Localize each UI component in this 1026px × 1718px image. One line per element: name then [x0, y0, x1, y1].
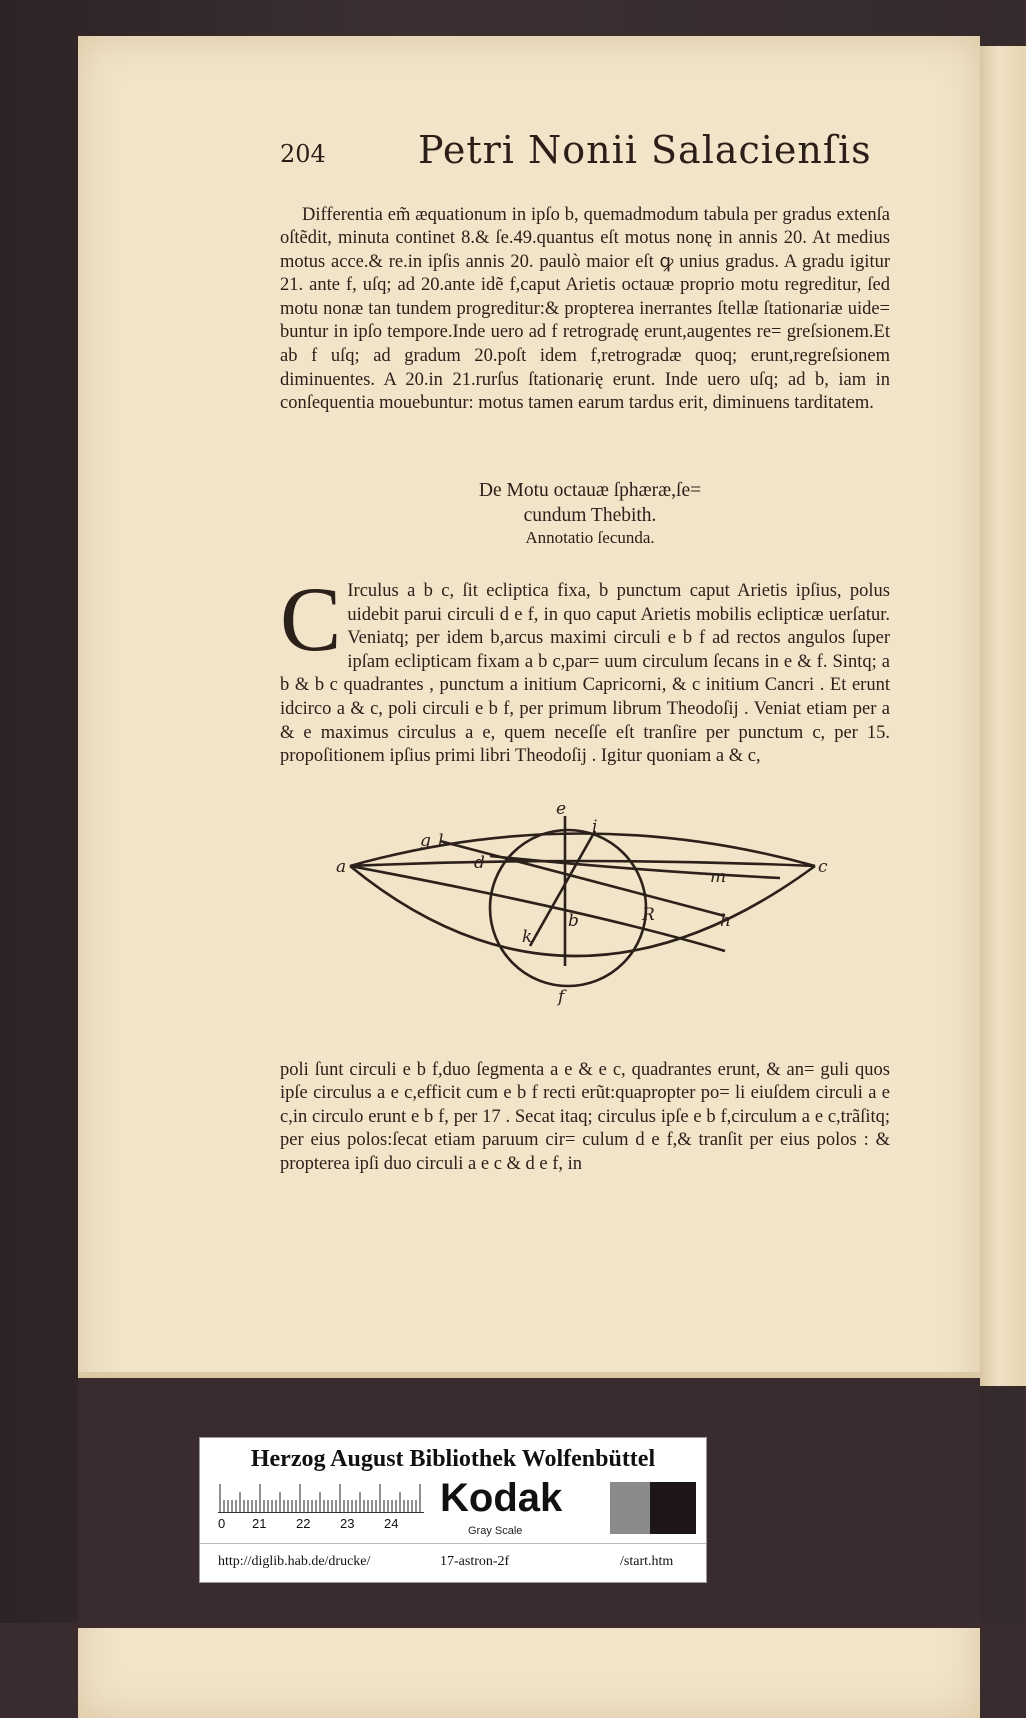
ruler-number: 24 — [384, 1516, 399, 1531]
paragraph-1: Differentia em̃ æquationum in ipſo b, quemadmodum tabula per gradus extenſa oſtẽdit, minuta continet 8.& ſe.49.quantus eſt motus nonę in annis 20. At medius motus acce.& re.in ipſis annis 20. paulò maior eſt ꝙ unius gradus. A gradu igitur 21. ante f, uſq; ad 20.ante idẽ f,caput Arietis octauæ proprio motu regreditur, ſed motu nonæ tan tundem progreditur:& propterea inerrantes ſtellæ ſtationariæ uide= buntur in ipſo tempore.Inde uero ad f retrogradę erunt,augentes re= greſsionem.Et ab f uſq; ad gradum 20.poſt idem f,retrogradæ quoq; erunt,regreſsionem diminuentes. A 20.in 21.rurſus ſtationarię erunt. Inde uero uſq; ad b, iam in conſequentia mouebuntur: motus tamen earum tardus erit, diminuens tarditatem. — [280, 204, 890, 414]
page-number: 204 — [280, 140, 326, 168]
url-mid: 17-astron-2f — [440, 1554, 510, 1569]
label-i: i — [592, 817, 598, 837]
kodak-logo: Kodak — [440, 1476, 563, 1520]
card-divider — [200, 1543, 706, 1544]
gray-scale-label: Gray Scale — [468, 1525, 523, 1537]
section-heading-line-2: cundum Thebith. — [523, 505, 657, 526]
ruler-number: 21 — [252, 1516, 267, 1531]
section-heading-line-1: De Motu octauæ ſphæræ,ſe= — [478, 480, 702, 501]
running-title: Petri Nonii Salacienſis — [418, 128, 872, 172]
url-right: /start.htm — [620, 1554, 674, 1569]
dark-swatch — [650, 1482, 696, 1534]
gray-swatch — [610, 1482, 650, 1534]
label-k: k — [522, 927, 533, 947]
ruler-number: 22 — [296, 1516, 311, 1531]
label-m: m — [710, 867, 727, 887]
library-label-card — [199, 1437, 707, 1583]
label-d: d — [474, 853, 485, 873]
paragraph-2: Irculus a b c, ſit ecliptica fixa, b punctum caput Arietis ipſius, polus uidebit parui circuli d e f, in quo caput Arietis mobilis eclipticæ uerſatur. Veniatq; per idem b,arcus maximi circuli e b f ad rectos angulos ſuper ipſam eclipticam fixam a b c,par= uum circulum ſecans in e & f. Sintq; a b & b c quadrantes , punctum a initium Capricorni, & c initium Cancri . Et erunt idcirco a & c, poli circuli e b f, per primum librum Theodoſij . Veniat etiam per a & e maximus circulus a e, quem neceſſe eſt tranſire per punctum c, per 15. propoſitionem ipſius primi libri Theodoſij . Igitur quoniam a & c, — [280, 581, 890, 767]
label-r: R — [642, 905, 655, 925]
section-heading — [400, 478, 780, 528]
line-i-k — [530, 831, 595, 946]
annotation-heading: Annotatio ſecunda. — [525, 528, 655, 547]
eclipse-arc-2 — [350, 866, 725, 951]
label-b: b — [568, 911, 579, 931]
drop-capital: C — [280, 568, 342, 670]
ruler-number: 0 — [218, 1516, 226, 1531]
ruler-number: 23 — [340, 1516, 355, 1531]
page-header — [280, 128, 900, 188]
label-l: l — [438, 831, 444, 851]
paragraph-3: poli ſunt circuli e b f,duo ſegmenta a e & e c, quadrantes erunt, & an= guli quos ipſe circulus a e c,efficit cum e b f recti erũt:quapropter po= li eiuſdem circuli a e c,in circulo erunt e b f, per 17 . Secat itaq; circulus ipſe e b f,circulum a e c,trãſitq; per eius polos:ſecat etiam paruum cir= culum d e f,& tranſit per eius polos : & propterea ipſi duo circuli a e c & d e f, in — [280, 1059, 890, 1174]
label-a: a — [336, 857, 347, 877]
label-f: f — [558, 987, 565, 1007]
paragraph-2-block — [280, 568, 890, 769]
label-e: e — [556, 799, 567, 819]
ruler-scale — [218, 1482, 424, 1513]
next-page-edge — [978, 46, 1026, 1386]
small-circle — [490, 830, 646, 986]
label-c: c — [818, 857, 828, 877]
library-name: Herzog August Bibliothek Wolfenbüttel — [250, 1446, 656, 1472]
label-g: g — [420, 831, 431, 851]
geometric-diagram — [336, 799, 840, 1016]
url-left: http://diglib.hab.de/drucke/ — [218, 1554, 371, 1569]
label-h: h — [720, 911, 731, 931]
